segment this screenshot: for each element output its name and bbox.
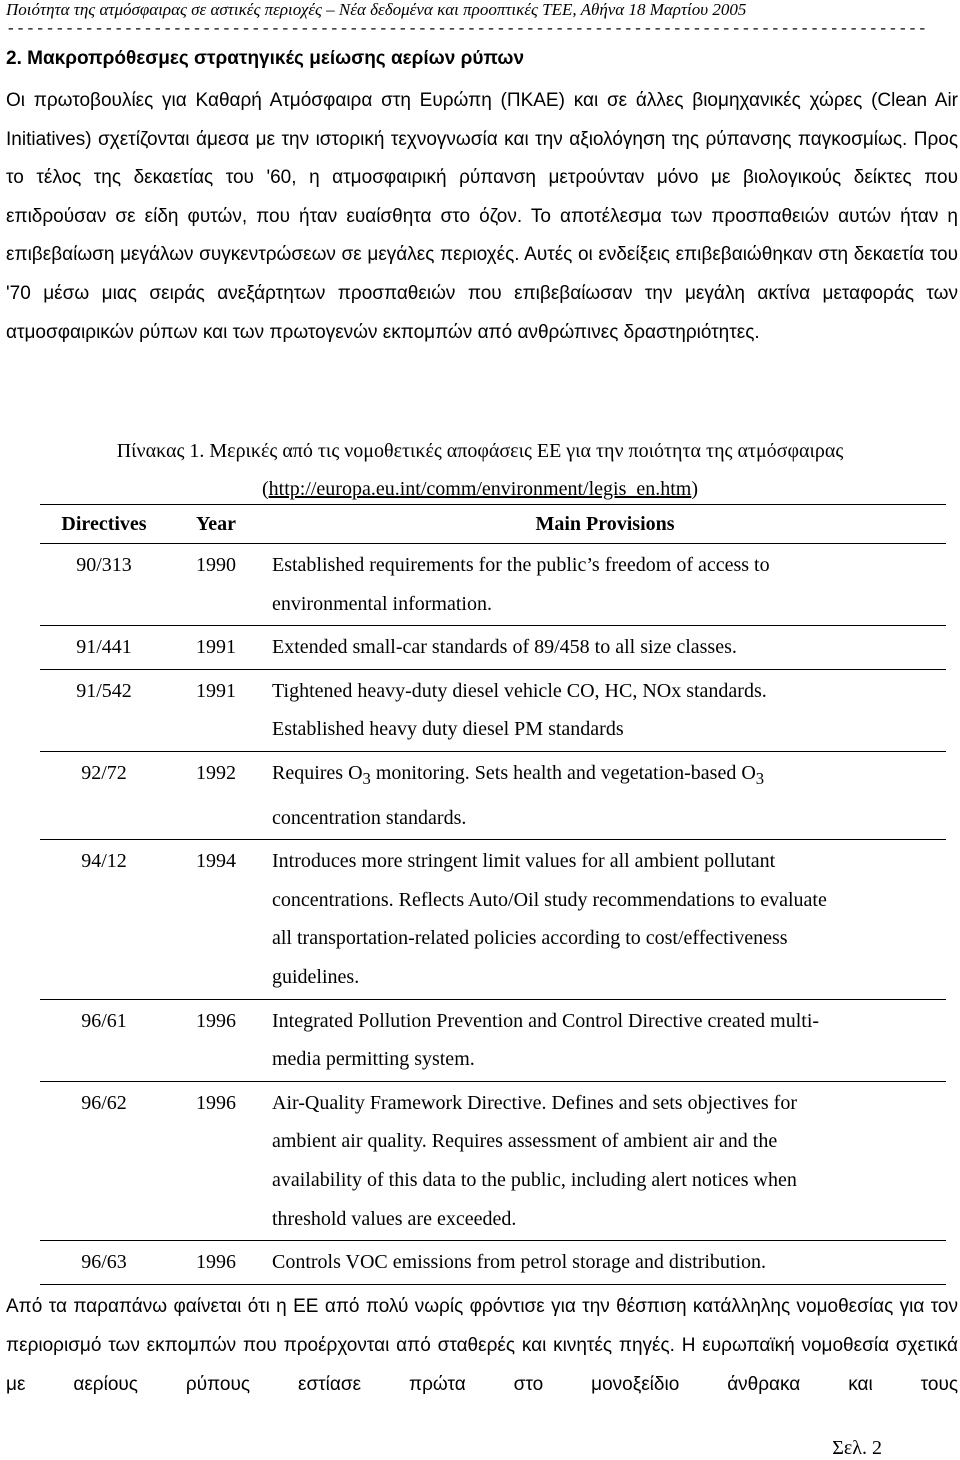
row-year: 1994	[168, 840, 264, 999]
page-number: Σελ. 2	[832, 1437, 882, 1459]
header-provisions: Main Provisions	[264, 505, 946, 544]
source-link[interactable]: http://europa.eu.int/comm/environment/legis_en.htm	[268, 478, 692, 500]
row-year: 1996	[168, 1081, 264, 1240]
table-caption-source: (http://europa.eu.int/comm/environment/legis_en.htm)	[261, 478, 699, 500]
row-directive: 96/62	[40, 1081, 168, 1240]
header-separator: ----------------------------------------------------------------------------------------------	[6, 20, 928, 38]
table-row	[40, 1081, 946, 1240]
row-directive: 96/63	[40, 1241, 168, 1285]
table-caption-text: Πίνακας 1. Μερικές από τις νομοθετικές αποφάσεις ΕΕ για την ποιότητα της ατμόσφαιρας	[116, 440, 844, 462]
table-row	[40, 544, 946, 626]
row-directive: 91/542	[40, 669, 168, 751]
section-title: 2. Μακροπρόθεσμες στρατηγικές μείωσης αερίων ρύπων	[6, 48, 525, 69]
row-provisions: Controls VOC emissions from petrol storage and distribution.	[264, 1241, 946, 1285]
table-row	[40, 669, 946, 751]
table-caption	[0, 432, 960, 508]
table-row	[40, 999, 946, 1081]
row-directive: 94/12	[40, 840, 168, 999]
table-row	[40, 626, 946, 670]
closing-paragraph: Από τα παραπάνω φαίνεται ότι η ΕΕ από πολύ νωρίς φρόντισε για την θέσπιση κατάλληλης νομοθεσίας για τον περιορισμό των εκπομπών που προέρχονται από σταθερές και κινητές πηγές. Η ευρωπαϊκή νομοθεσία σχετικά με αερίους ρύπους εστίασε πρώτα στο μονοξείδιο άνθρακα και τους	[6, 1296, 958, 1395]
table-row	[40, 840, 946, 999]
table-row	[40, 751, 946, 839]
row-year: 1996	[168, 1241, 264, 1285]
row-year: 1991	[168, 626, 264, 670]
header-year: Year	[168, 505, 264, 544]
row-directive: 96/61	[40, 999, 168, 1081]
row-provisions: Tightened heavy-duty diesel vehicle CO, HC, NOx standards. Established heavy duty diesel PM standards	[264, 669, 946, 751]
row-year: 1996	[168, 999, 264, 1081]
directives-table	[40, 504, 946, 1285]
row-provisions: Established requirements for the public’s freedom of access to environmental information.	[264, 544, 946, 626]
header-directives: Directives	[40, 505, 168, 544]
intro-paragraph: Οι πρωτοβουλίες για Καθαρή Ατμόσφαιρα στη Ευρώπη (ΠΚΑΕ) και σε άλλες βιομηχανικές χώρες (Clean Air Initiatives) σχετίζονται άμεσα με την ιστορική τεχνογνωσία και την αξιολόγηση της ρύπανσης παγκοσμίως. Προς το τέλος της δεκαετίας του '60, η ατμοσφαιρική ρύπανση μετρούνταν μόνο με βιολογικούς δείκτες που επιδρούσαν σε είδη φυτών, που ήταν ευαίσθητα στο όζον. Το αποτέλεσμα των προσπαθειών αυτών ήταν η επιβεβαίωση μεγάλων συγκεντρώσεων σε μεγάλες περιοχές. Αυτές οι ενδείξεις επιβεβαιώθηκαν στη δεκαετία του '70 μέσω μιας σειράς ανεξάρτητων προσπαθειών που επιβεβαίωσαν την μεγάλη ακτίνα μεταφοράς των ατμοσφαιρικών ρύπων και των πρωτογενών εκπομπών από ανθρώπινες δραστηριότητες.	[6, 90, 958, 343]
row-provisions: Requires $O_3$ monitoring. Sets health and vegetation-based $O_3$ concentration standards.	[264, 751, 946, 839]
row-year: 1992	[168, 751, 264, 839]
row-directive: 91/441	[40, 626, 168, 670]
row-provisions: Introduces more stringent limit values for all ambient pollutant concentrations. Reflects Auto/Oil study recommendations to evaluate all transportation-related policies according to cost/effectiveness guidelines.	[264, 840, 946, 999]
table-header-row	[40, 505, 946, 544]
row-directive: 90/313	[40, 544, 168, 626]
running-header: Ποιότητα της ατμόσφαιρας σε αστικές περιοχές – Νέα δεδομένα και προοπτικές ΤΕΕ, Αθήνα 18 Μαρτίου 2005	[6, 0, 747, 19]
row-provisions: Air-Quality Framework Directive. Defines and sets objectives for ambient air quality. Requires assessment of ambient air and the availability of this data to the public, including alert notices when threshold values are exceeded.	[264, 1081, 946, 1240]
row-provisions: Extended small-car standards of 89/458 to all size classes.	[264, 626, 946, 670]
row-directive: 92/72	[40, 751, 168, 839]
table-row	[40, 1241, 946, 1285]
row-provisions: Integrated Pollution Prevention and Control Directive created multi- media permitting system.	[264, 999, 946, 1081]
row-year: 1991	[168, 669, 264, 751]
row-year: 1990	[168, 544, 264, 626]
